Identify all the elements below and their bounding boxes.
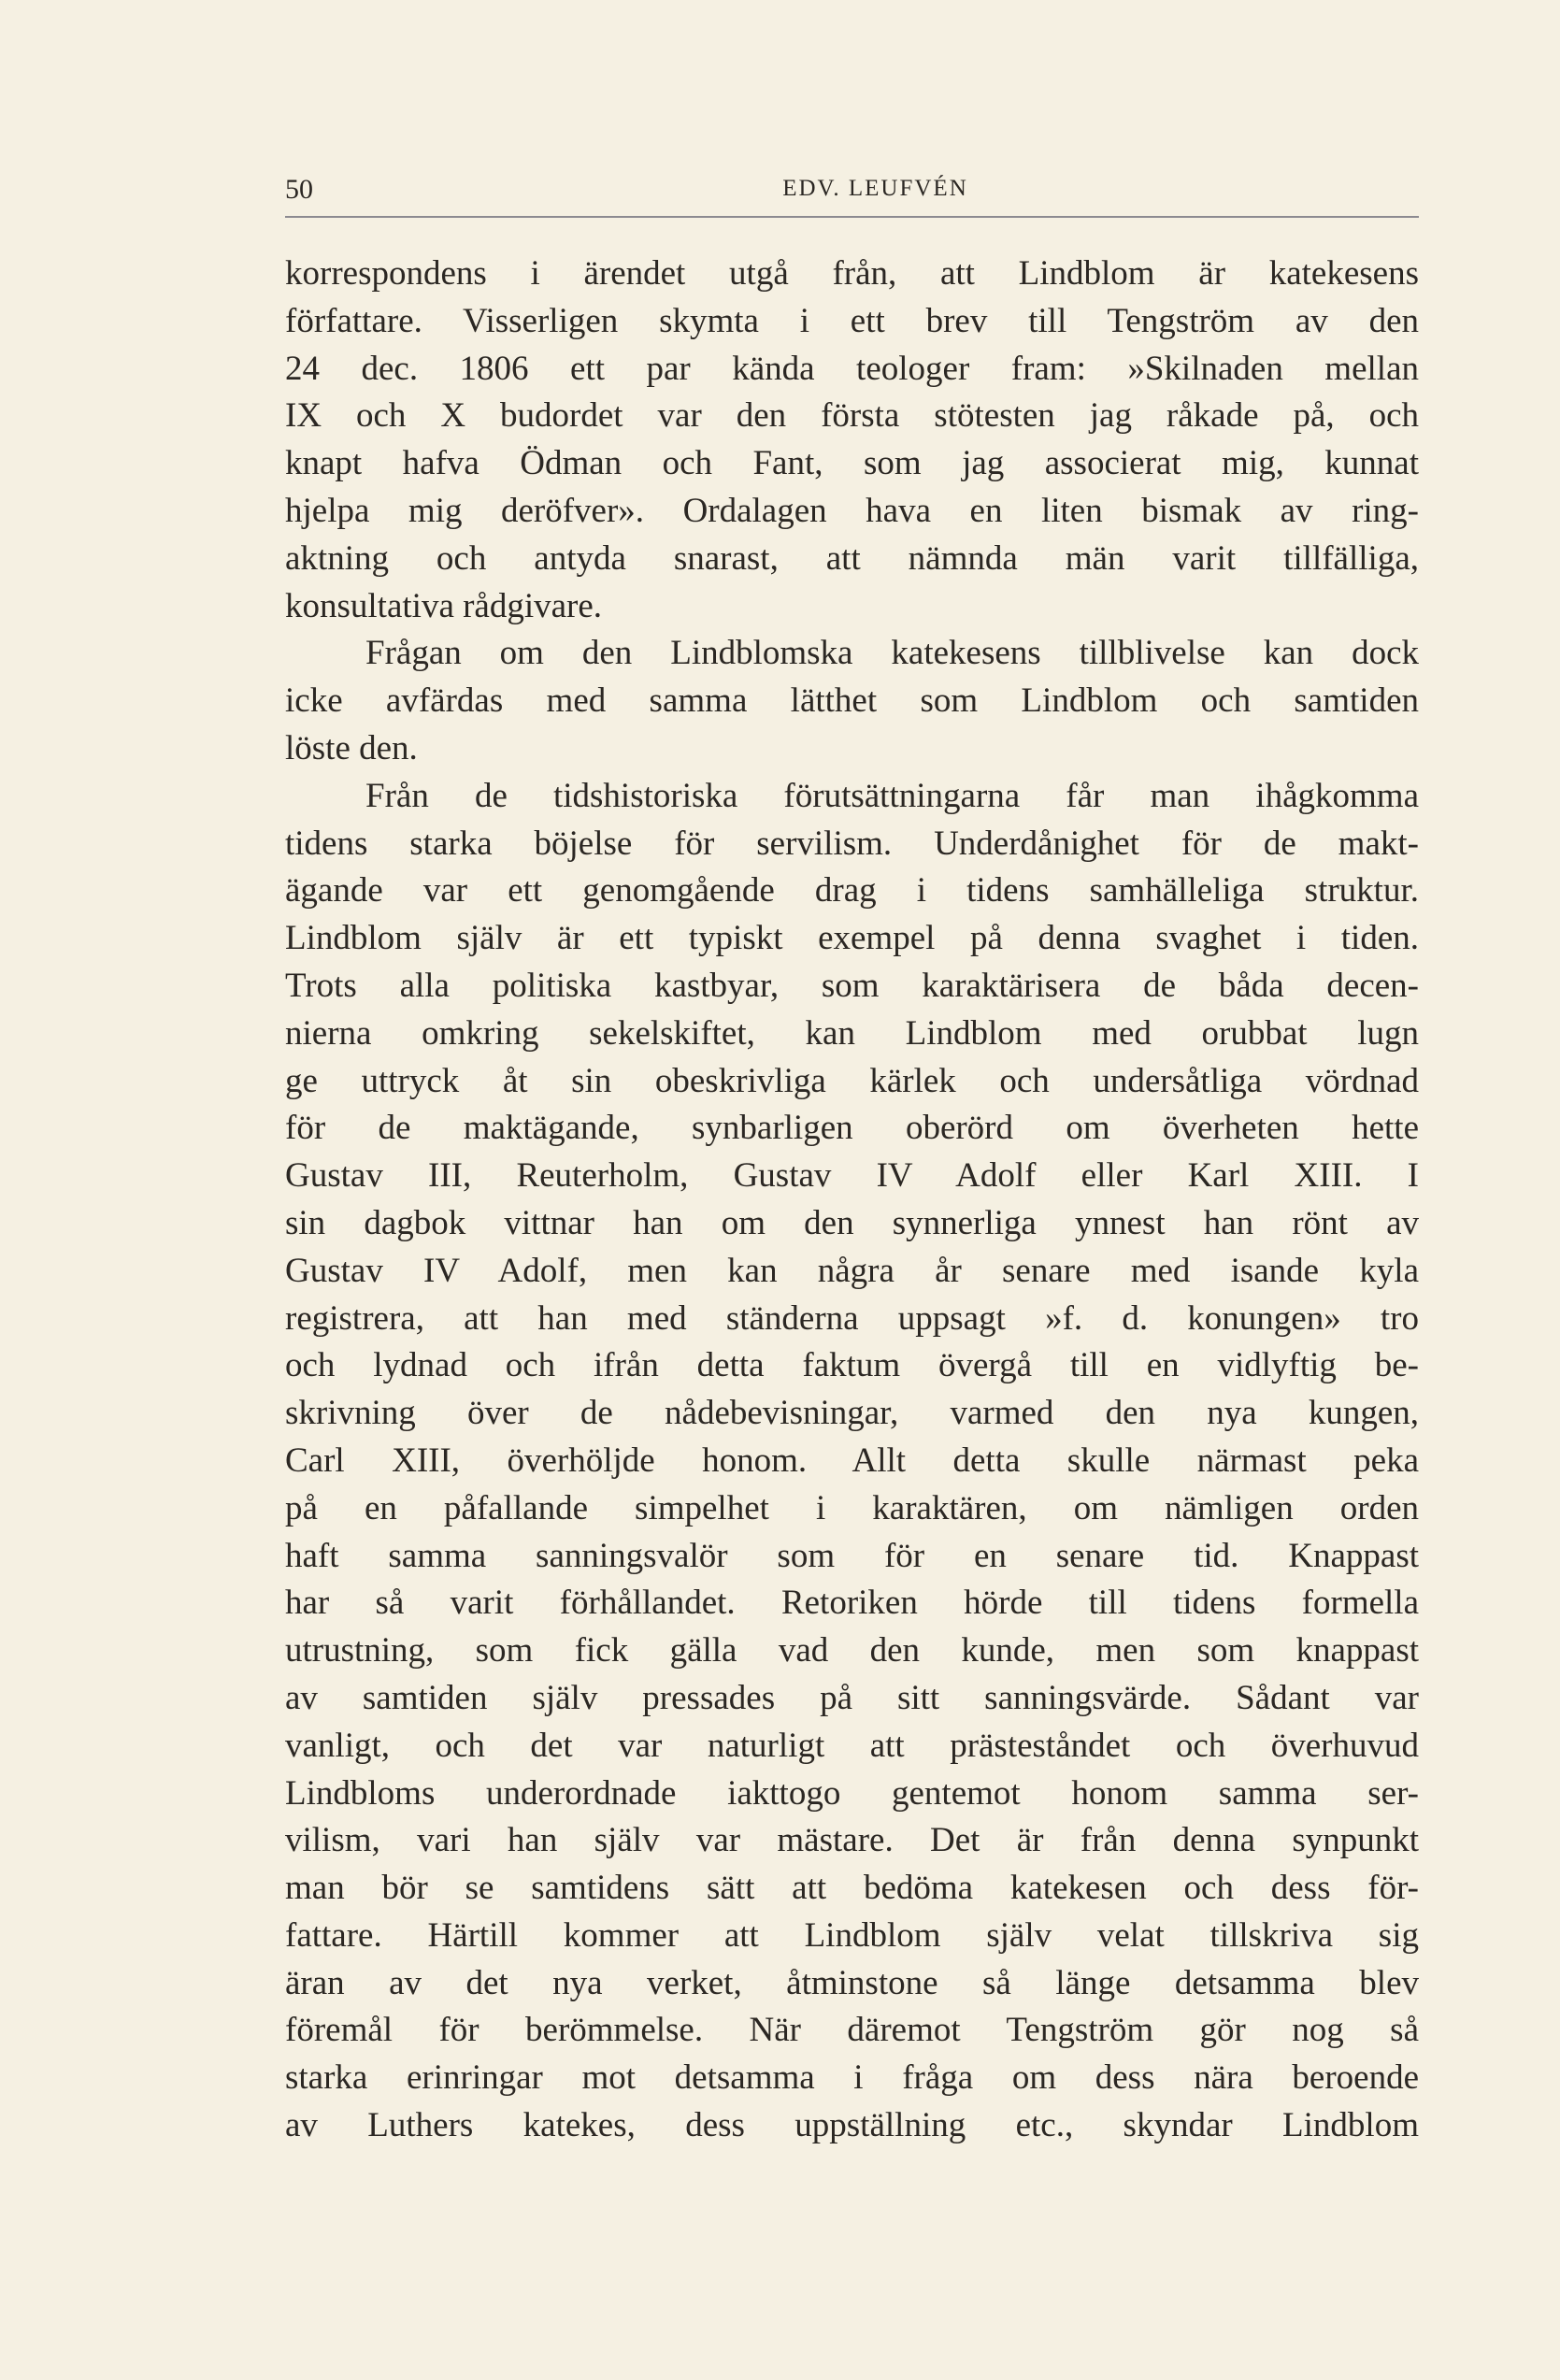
text-line: registrera, att han med ständerna uppsagt »f. d. konungen» tro (285, 1298, 1419, 1338)
header-rule (285, 216, 1419, 218)
text-line: och lydnad och ifrån detta faktum övergå till en vidlyftig be- (285, 1346, 1419, 1385)
text-line: korrespondens i ärendet utgå från, att Lindblom är katekesens (285, 254, 1419, 293)
text-line: hjelpa mig deröfver». Ordalagen hava en liten bismak av ring- (285, 491, 1419, 530)
text-line: IX och X budordet var den första stötesten jag råkade på, och (285, 396, 1419, 436)
text-line: Från de tidshistoriska förutsättningarna får man ihågkomma (365, 776, 1419, 815)
text-line: Frågan om den Lindblomska katekesens tillblivelse kan dock (365, 634, 1419, 673)
running-title: EDV. LEUFVÉN (782, 176, 968, 201)
text-line: för de maktägande, synbarligen oberörd om överheten hette (285, 1109, 1419, 1148)
text-line: fattare. Härtill kommer att Lindblom själv velat tillskriva sig (285, 1915, 1419, 1955)
text-line: knapt hafva Ödman och Fant, som jag associerat mig, kunnat (285, 444, 1419, 483)
text-line: av Luthers katekes, dess uppställning etc., skyndar Lindblom (285, 2106, 1419, 2145)
text-line: löste den. (285, 728, 418, 767)
text-line: av samtiden själv pressades på sitt sanningsvärde. Sådant var (285, 1678, 1419, 1717)
text-line: ge uttryck åt sin obeskrivliga kärlek och undersåtliga vördnad (285, 1061, 1419, 1100)
text-line: haft samma sanningsvalör som för en senare tid. Knappast (285, 1536, 1419, 1575)
paragraph (285, 773, 1419, 2150)
text-line: konsultativa rådgivare. (285, 586, 603, 625)
body-text (285, 251, 1419, 2150)
text-line: äran av det nya verket, åtminstone så länge detsamma blev (285, 1963, 1419, 2002)
paragraph (285, 251, 1419, 630)
text-line: på en påfallande simpelhet i karaktären, om nämligen orden (285, 1488, 1419, 1527)
text-line: 24 dec. 1806 ett par kända teologer fram: »Skilnaden mellan (285, 349, 1419, 388)
text-line: nierna omkring sekelskiftet, kan Lindblom med orubbat lugn (285, 1013, 1419, 1053)
text-line: utrustning, som fick gälla vad den kunde, men som knappast (285, 1631, 1419, 1670)
text-line: Carl XIII, överhöljde honom. Allt detta skulle närmast peka (285, 1441, 1419, 1480)
text-line: aktning och antyda snarast, att nämnda män varit tillfälliga, (285, 538, 1419, 578)
text-line: Lindbloms underordnade iakttogo gentemot honom samma ser- (285, 1773, 1419, 1813)
text-line: man bör se samtidens sätt att bedöma katekesen och dess för- (285, 1869, 1419, 1908)
text-line: vilism, vari han själv var mästare. Det är från denna synpunkt (285, 1821, 1419, 1860)
text-line: föremål för berömmelse. När däremot Tengström gör nog så (285, 2011, 1419, 2050)
text-line: vanligt, och det var naturligt att prästeståndet och överhuvud (285, 1726, 1419, 1765)
text-line: Trots alla politiska kastbyar, som karaktärisera de båda decen- (285, 966, 1419, 1005)
text-line: ägande var ett genomgående drag i tidens samhälleliga struktur. (285, 871, 1419, 910)
text-line: författare. Visserligen skymta i ett brev till Tengström av den (285, 301, 1419, 340)
paragraph (285, 630, 1419, 772)
text-line: Gustav IV Adolf, men kan några år senare med isande kyla (285, 1251, 1419, 1290)
text-line: skrivning över de nådebevisningar, varmed den nya kungen, (285, 1394, 1419, 1433)
text-line: tidens starka böjelse för servilism. Underdånighet för de makt- (285, 824, 1419, 863)
text-line: Lindblom själv är ett typiskt exempel på denna svaghet i tiden. (285, 919, 1419, 958)
text-line: har så varit förhållandet. Retoriken hörde till tidens formella (285, 1584, 1419, 1623)
page-number: 50 (285, 174, 313, 205)
text-line: Gustav III, Reuterholm, Gustav IV Adolf eller Karl XIII. I (285, 1156, 1419, 1196)
text-line: starka erinringar mot detsamma i fråga om dess nära beroende (285, 2058, 1419, 2098)
text-line: sin dagbok vittnar han om den synnerliga ynnest han rönt av (285, 1203, 1419, 1242)
running-header (285, 174, 1419, 211)
text-line: icke avfärdas med samma lätthet som Lindblom och samtiden (285, 681, 1419, 721)
